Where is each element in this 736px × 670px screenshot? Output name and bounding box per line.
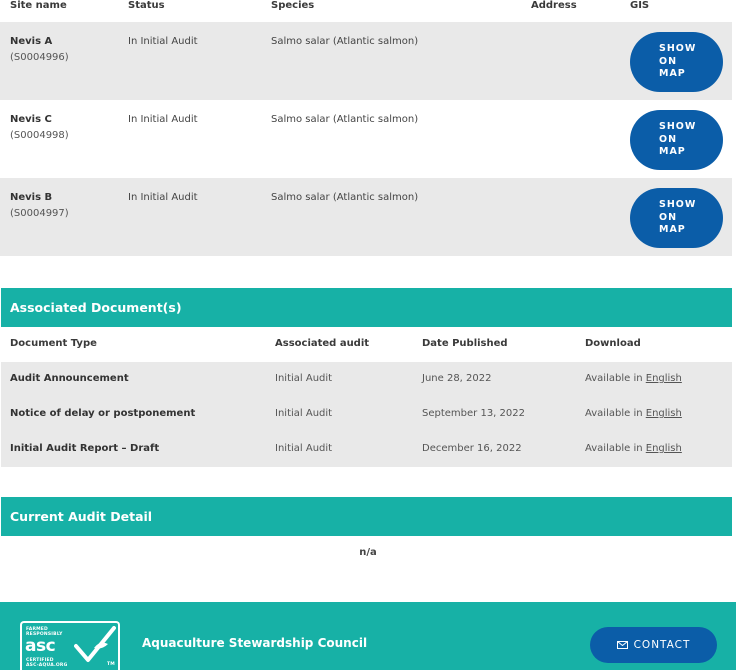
audit-detail-section-title: Current Audit Detail (1, 497, 732, 536)
show-on-map-button[interactable]: SHOW ON MAP (630, 32, 723, 92)
site-status: In Initial Audit (128, 192, 198, 203)
checkmark-fish-icon (74, 626, 116, 666)
site-species: Salmo salar (Atlantic salmon) (271, 36, 419, 47)
document-type: Audit Announcement (10, 373, 129, 384)
site-name: Nevis A (10, 36, 53, 47)
document-download: Available in English (585, 373, 682, 384)
audit-detail-value: n/a (359, 547, 377, 558)
site-row (0, 178, 732, 256)
site-status: In Initial Audit (128, 36, 198, 47)
documents-table (1, 327, 732, 467)
col-associated-audit: Associated audit (275, 338, 370, 349)
site-code: (S0004996) (10, 52, 69, 63)
site-status: In Initial Audit (128, 114, 198, 125)
document-type: Initial Audit Report – Draft (10, 443, 160, 454)
documents-section-title: Associated Document(s) (1, 288, 732, 327)
documents-table-header (1, 327, 732, 362)
site-code: (S0004997) (10, 208, 69, 219)
asc-logo[interactable]: FARMED RESPONSIBLY asc CERTIFIED ASC-AQUA.ORG TM (20, 621, 120, 670)
document-download: Available in English (585, 408, 682, 419)
contact-label: CONTACT (633, 639, 691, 651)
site-code: (S0004998) (10, 130, 69, 141)
document-audit: Initial Audit (275, 373, 333, 384)
document-type: Notice of delay or postponement (10, 408, 196, 419)
site-name-cell (10, 190, 69, 222)
col-species: Species (271, 0, 315, 11)
sites-table (0, 0, 732, 256)
document-download: Available in English (585, 443, 682, 454)
col-date-published: Date Published (422, 338, 508, 349)
document-row (1, 362, 732, 397)
document-audit: Initial Audit (275, 443, 333, 454)
site-species: Salmo salar (Atlantic salmon) (271, 114, 419, 125)
site-name-cell (10, 112, 69, 144)
col-status: Status (128, 0, 165, 11)
footer (0, 602, 736, 670)
site-name: Nevis B (10, 192, 53, 203)
show-on-map-button[interactable]: SHOW ON MAP (630, 110, 723, 170)
document-date: December 16, 2022 (422, 443, 522, 454)
col-site-name: Site name (10, 0, 67, 11)
download-english-link[interactable]: English (645, 443, 682, 454)
site-row (0, 100, 732, 178)
document-audit: Initial Audit (275, 408, 333, 419)
document-date: September 13, 2022 (422, 408, 525, 419)
site-name: Nevis C (10, 114, 52, 125)
document-date: June 28, 2022 (422, 373, 492, 384)
document-row (1, 432, 732, 467)
contact-button[interactable] (590, 627, 717, 663)
download-english-link[interactable]: English (645, 373, 682, 384)
col-document-type: Document Type (10, 338, 97, 349)
col-gis: GIS (630, 0, 650, 11)
show-on-map-button[interactable]: SHOW ON MAP (630, 188, 723, 248)
download-english-link[interactable]: English (645, 408, 682, 419)
col-address: Address (531, 0, 577, 11)
mail-icon (617, 641, 628, 649)
site-row (0, 22, 732, 100)
site-name-cell (10, 34, 69, 66)
document-row (1, 397, 732, 432)
organization-name: Aquaculture Stewardship Council (142, 636, 368, 650)
col-download: Download (585, 338, 641, 349)
site-species: Salmo salar (Atlantic salmon) (271, 192, 419, 203)
sites-table-header (0, 0, 732, 22)
